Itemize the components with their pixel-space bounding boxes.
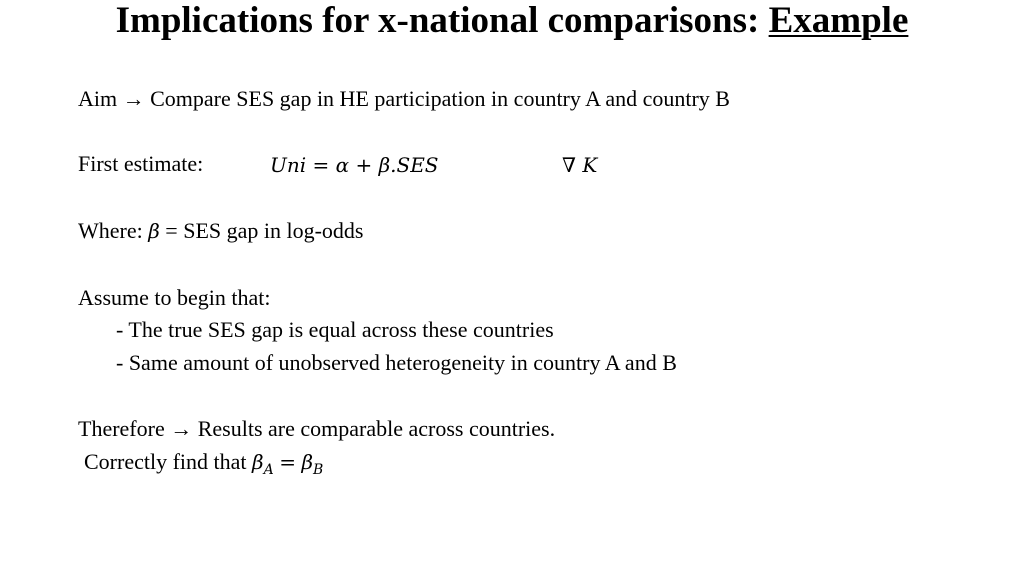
therefore-label: Therefore [78,416,165,441]
title-emphasis: Example [768,0,909,41]
aim-text: Compare SES gap in HE participation in country A and country B [150,86,730,111]
where-text: = SES gap in log-odds [165,218,364,243]
therefore-line [78,416,555,442]
equals-sign: = [279,450,296,474]
where-line [78,218,364,244]
assume-item: - The true SES gap is equal across these countries [116,317,554,342]
correctly-text: Correctly find that [84,449,247,474]
title-text: Implications for x-national comparisons: [115,0,769,41]
beta-a-symbol: $\beta_A$ [252,450,274,478]
estimate-equation: Uni = α + β.SES [270,153,439,177]
first-estimate-line [78,151,203,177]
assume-heading: Assume to begin that: [78,285,271,310]
aim-line [78,86,730,112]
aim-label: Aim [78,86,118,111]
assume-item: - Same amount of unobserved heterogeneity in country A and B [116,350,677,375]
beta-symbol: β [148,219,160,243]
arrow-icon: → [170,416,193,441]
for-all-quantifier: ∇ K [562,153,598,177]
therefore-text: Results are comparable across countries. [197,416,556,441]
arrow-icon: → [122,86,145,111]
first-estimate-label: First estimate: [78,151,204,176]
where-label: Where: [78,218,143,243]
beta-b-symbol: $\beta_B$ [301,450,324,478]
slide-title [0,1,1024,41]
correctly-line [84,449,323,483]
